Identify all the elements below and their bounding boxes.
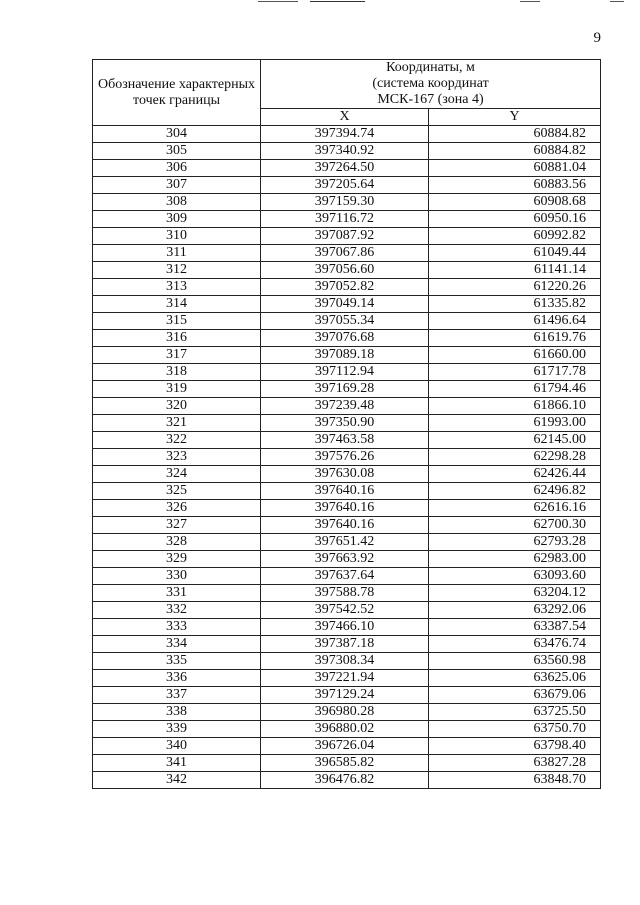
point-cell: 330: [93, 568, 261, 585]
point-cell: 322: [93, 432, 261, 449]
point-cell: 305: [93, 143, 261, 160]
point-cell: 328: [93, 534, 261, 551]
x-coordinate-cell: 396585.82: [261, 755, 429, 772]
point-column-header: Обозначение характерных точек границы: [93, 60, 261, 126]
point-cell: 316: [93, 330, 261, 347]
x-coordinate-cell: 397463.58: [261, 432, 429, 449]
table-row: [93, 534, 601, 551]
x-coordinate-cell: 397640.16: [261, 483, 429, 500]
y-coordinate-cell: 60884.82: [429, 126, 601, 143]
y-coordinate-cell: 61220.26: [429, 279, 601, 296]
x-coordinate-cell: 397052.82: [261, 279, 429, 296]
table-row: [93, 296, 601, 313]
table-row: [93, 704, 601, 721]
point-cell: 311: [93, 245, 261, 262]
x-coordinate-cell: 397350.90: [261, 415, 429, 432]
x-column-header: X: [261, 109, 429, 126]
scan-mark: [310, 1, 365, 2]
x-coordinate-cell: 397112.94: [261, 364, 429, 381]
x-coordinate-cell: 396476.82: [261, 772, 429, 789]
x-coordinate-cell: 397340.92: [261, 143, 429, 160]
coordinates-column-header: [261, 60, 601, 109]
y-coordinate-cell: 62145.00: [429, 432, 601, 449]
y-coordinate-cell: 63387.54: [429, 619, 601, 636]
y-coordinate-cell: 62616.16: [429, 500, 601, 517]
point-cell: 342: [93, 772, 261, 789]
scan-mark: [258, 1, 298, 2]
point-cell: 331: [93, 585, 261, 602]
x-coordinate-cell: 397640.16: [261, 500, 429, 517]
point-cell: 323: [93, 449, 261, 466]
table-row: [93, 347, 601, 364]
y-coordinate-cell: 63560.98: [429, 653, 601, 670]
point-cell: 314: [93, 296, 261, 313]
table-row: [93, 755, 601, 772]
point-cell: 335: [93, 653, 261, 670]
table-header-row: [93, 60, 601, 109]
x-coordinate-cell: 396726.04: [261, 738, 429, 755]
point-cell: 306: [93, 160, 261, 177]
point-cell: 334: [93, 636, 261, 653]
coordinates-table: [92, 59, 601, 789]
point-cell: 340: [93, 738, 261, 755]
point-cell: 326: [93, 500, 261, 517]
x-coordinate-cell: 397159.30: [261, 194, 429, 211]
point-cell: 320: [93, 398, 261, 415]
point-cell: 324: [93, 466, 261, 483]
x-coordinate-cell: 397055.34: [261, 313, 429, 330]
x-coordinate-cell: 397640.16: [261, 517, 429, 534]
table-row: [93, 602, 601, 619]
x-coordinate-cell: 397308.34: [261, 653, 429, 670]
y-coordinate-cell: 61335.82: [429, 296, 601, 313]
coordinates-header-line: МСК-167 (зона 4): [377, 92, 484, 107]
table-row: [93, 721, 601, 738]
y-coordinate-cell: 61717.78: [429, 364, 601, 381]
table-row: [93, 585, 601, 602]
point-cell: 336: [93, 670, 261, 687]
x-coordinate-cell: 397264.50: [261, 160, 429, 177]
table-row: [93, 211, 601, 228]
table-row: [93, 670, 601, 687]
table-row: [93, 738, 601, 755]
table-row: [93, 177, 601, 194]
table-row: [93, 466, 601, 483]
table-row: [93, 364, 601, 381]
x-coordinate-cell: 397542.52: [261, 602, 429, 619]
page-number: 9: [593, 30, 601, 46]
y-coordinate-cell: 63798.40: [429, 738, 601, 755]
table-body: [93, 126, 601, 789]
y-coordinate-cell: 60908.68: [429, 194, 601, 211]
y-coordinate-cell: 62496.82: [429, 483, 601, 500]
point-cell: 304: [93, 126, 261, 143]
y-coordinate-cell: 63848.70: [429, 772, 601, 789]
coordinates-header-line: (система координат: [372, 76, 489, 91]
y-coordinate-cell: 61993.00: [429, 415, 601, 432]
y-coordinate-cell: 62983.00: [429, 551, 601, 568]
x-coordinate-cell: 397663.92: [261, 551, 429, 568]
table-row: [93, 381, 601, 398]
table-row: [93, 687, 601, 704]
y-coordinate-cell: 60992.82: [429, 228, 601, 245]
table-row: [93, 500, 601, 517]
point-cell: 319: [93, 381, 261, 398]
y-coordinate-cell: 61619.76: [429, 330, 601, 347]
point-cell: 313: [93, 279, 261, 296]
table-row: [93, 653, 601, 670]
table-row: [93, 517, 601, 534]
point-cell: 329: [93, 551, 261, 568]
table-row: [93, 449, 601, 466]
table-row: [93, 279, 601, 296]
point-cell: 308: [93, 194, 261, 211]
table-row: [93, 432, 601, 449]
scan-top-marks: [0, 0, 640, 6]
point-cell: 332: [93, 602, 261, 619]
coordinates-header-line: Координаты, м: [386, 60, 475, 75]
point-cell: 309: [93, 211, 261, 228]
y-coordinate-cell: 63679.06: [429, 687, 601, 704]
y-coordinate-cell: 61496.64: [429, 313, 601, 330]
x-coordinate-cell: 397637.64: [261, 568, 429, 585]
table-row: [93, 228, 601, 245]
x-coordinate-cell: 396880.02: [261, 721, 429, 738]
y-coordinate-cell: 62793.28: [429, 534, 601, 551]
point-cell: 315: [93, 313, 261, 330]
x-coordinate-cell: 397049.14: [261, 296, 429, 313]
x-coordinate-cell: 397239.48: [261, 398, 429, 415]
table-row: [93, 313, 601, 330]
table-row: [93, 772, 601, 789]
scan-mark: [610, 1, 624, 2]
table-row: [93, 194, 601, 211]
table-row: [93, 126, 601, 143]
table-row: [93, 551, 601, 568]
x-coordinate-cell: 397588.78: [261, 585, 429, 602]
point-cell: 325: [93, 483, 261, 500]
x-coordinate-cell: 397056.60: [261, 262, 429, 279]
table-row: [93, 245, 601, 262]
y-coordinate-cell: 63204.12: [429, 585, 601, 602]
y-coordinate-cell: 60950.16: [429, 211, 601, 228]
y-coordinate-cell: 60884.82: [429, 143, 601, 160]
point-cell: 307: [93, 177, 261, 194]
table-row: [93, 636, 601, 653]
x-coordinate-cell: 397387.18: [261, 636, 429, 653]
point-cell: 339: [93, 721, 261, 738]
x-coordinate-cell: 397129.24: [261, 687, 429, 704]
point-cell: 338: [93, 704, 261, 721]
x-coordinate-cell: 397076.68: [261, 330, 429, 347]
y-coordinate-cell: 62700.30: [429, 517, 601, 534]
point-cell: 333: [93, 619, 261, 636]
table-row: [93, 398, 601, 415]
point-cell: 312: [93, 262, 261, 279]
table-row: [93, 160, 601, 177]
point-cell: 337: [93, 687, 261, 704]
y-coordinate-cell: 63625.06: [429, 670, 601, 687]
x-coordinate-cell: 397205.64: [261, 177, 429, 194]
table-row: [93, 619, 601, 636]
y-coordinate-cell: 61141.14: [429, 262, 601, 279]
point-cell: 341: [93, 755, 261, 772]
y-coordinate-cell: 60881.04: [429, 160, 601, 177]
point-cell: 318: [93, 364, 261, 381]
y-coordinate-cell: 61049.44: [429, 245, 601, 262]
y-coordinate-cell: 61866.10: [429, 398, 601, 415]
x-coordinate-cell: 397394.74: [261, 126, 429, 143]
y-coordinate-cell: 62426.44: [429, 466, 601, 483]
x-coordinate-cell: 397630.08: [261, 466, 429, 483]
x-coordinate-cell: 397089.18: [261, 347, 429, 364]
x-coordinate-cell: 397116.72: [261, 211, 429, 228]
y-coordinate-cell: 63750.70: [429, 721, 601, 738]
table-row: [93, 483, 601, 500]
point-cell: 317: [93, 347, 261, 364]
x-coordinate-cell: 397466.10: [261, 619, 429, 636]
point-cell: 327: [93, 517, 261, 534]
x-coordinate-cell: 396980.28: [261, 704, 429, 721]
scan-mark: [520, 1, 540, 2]
x-coordinate-cell: 397221.94: [261, 670, 429, 687]
y-coordinate-cell: 60883.56: [429, 177, 601, 194]
table-row: [93, 262, 601, 279]
x-coordinate-cell: 397576.26: [261, 449, 429, 466]
point-cell: 321: [93, 415, 261, 432]
point-cell: 310: [93, 228, 261, 245]
y-coordinate-cell: 63725.50: [429, 704, 601, 721]
y-coordinate-cell: 61660.00: [429, 347, 601, 364]
y-coordinate-cell: 62298.28: [429, 449, 601, 466]
table-row: [93, 568, 601, 585]
y-coordinate-cell: 63292.06: [429, 602, 601, 619]
table-row: [93, 415, 601, 432]
table-row: [93, 330, 601, 347]
y-coordinate-cell: 63827.28: [429, 755, 601, 772]
table-row: [93, 143, 601, 160]
x-coordinate-cell: 397067.86: [261, 245, 429, 262]
y-coordinate-cell: 63476.74: [429, 636, 601, 653]
y-column-header: Y: [429, 109, 601, 126]
x-coordinate-cell: 397169.28: [261, 381, 429, 398]
y-coordinate-cell: 61794.46: [429, 381, 601, 398]
y-coordinate-cell: 63093.60: [429, 568, 601, 585]
x-coordinate-cell: 397087.92: [261, 228, 429, 245]
x-coordinate-cell: 397651.42: [261, 534, 429, 551]
